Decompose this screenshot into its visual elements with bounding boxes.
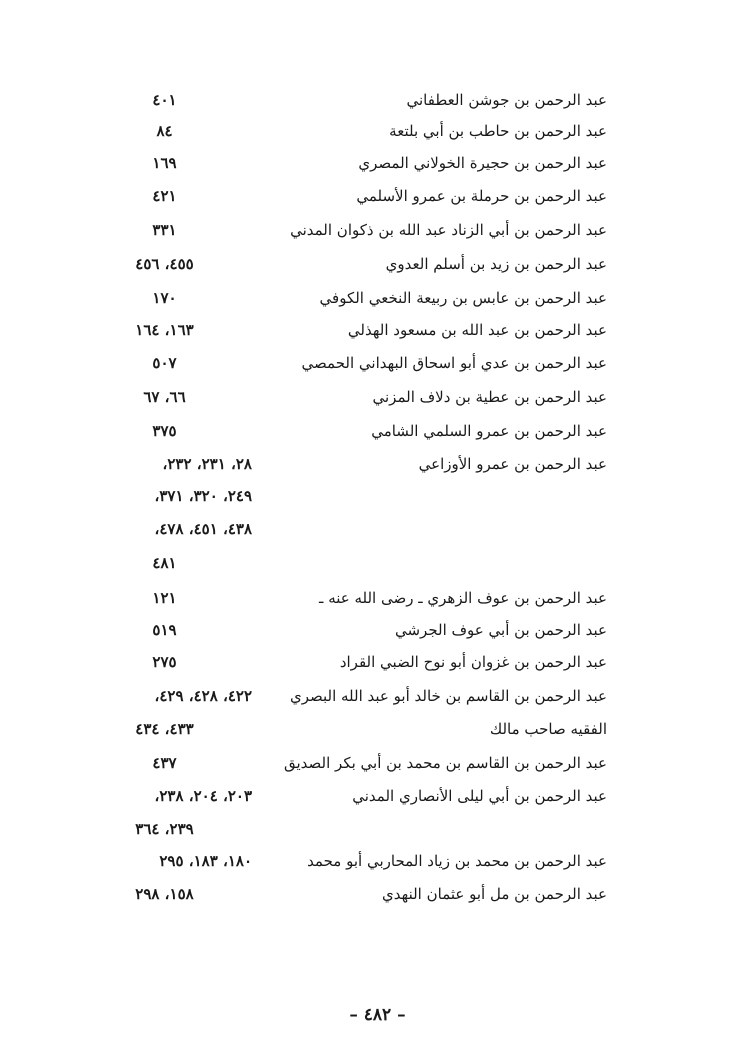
entry-pages: ٢٧٥	[152, 653, 177, 671]
index-entry	[0, 381, 755, 413]
entry-name: عبد الرحمن بن جوشن العطفاني	[406, 91, 607, 109]
entry-pages: ٢٨، ٢٣١، ٢٣٢،	[162, 455, 252, 473]
entry-pages: ٨٤	[156, 122, 173, 140]
entry-name: عبد الرحمن بن مل أبو عثمان النهدي	[382, 885, 607, 903]
entry-pages: ٤٨١	[152, 554, 177, 572]
entry-pages: ١٦٣، ١٦٤	[135, 321, 194, 339]
entry-name: عبد الرحمن بن عطية بن دلاف المزني	[372, 388, 607, 406]
index-entry	[0, 582, 755, 614]
entry-name: عبد الرحمن بن أبي عوف الجرشي	[394, 621, 607, 639]
entry-pages: ١٧٠	[152, 289, 177, 307]
entry-name: عبد الرحمن بن زيد بن أسلم العدوي	[385, 255, 607, 273]
entry-pages: ٤٠١	[152, 91, 177, 109]
index-entry	[0, 248, 755, 280]
entry-pages: ٥١٩	[152, 621, 177, 639]
entry-pages: ٤٣٣، ٤٣٤	[135, 720, 194, 738]
entry-pages: ٤٣٧	[152, 754, 177, 772]
entry-name: عبد الرحمن بن غزوان أبو نوح الضبي القراد	[339, 653, 607, 671]
entry-name: عبد الرحمن بن القاسم بن محمد بن أبي بكر الصديق	[283, 754, 607, 772]
entry-pages: ٤٥٥، ٤٥٦	[135, 255, 194, 273]
index-entry	[0, 180, 755, 212]
index-entry	[0, 646, 755, 678]
index-entry	[0, 780, 755, 812]
entry-name: عبد الرحمن بن حاطب بن أبي بلتعة	[389, 122, 607, 140]
entry-pages: ٦٦، ٦٧	[143, 388, 186, 406]
index-entry	[0, 878, 755, 910]
entry-name: عبد الرحمن بن أبي الزناد عبد الله بن ذكوان المدني	[290, 221, 607, 239]
entry-pages: ١٦٩	[152, 154, 177, 172]
entry-name: عبد الرحمن بن عمرو السلمي الشامي	[371, 422, 607, 440]
entry-name: عبد الرحمن بن أبي ليلى الأنصاري المدني	[352, 787, 607, 805]
entry-name: عبد الرحمن بن محمد بن زياد المحاربي أبو محمد	[307, 852, 607, 870]
entry-name: عبد الرحمن بن عبد الله بن مسعود الهذلي	[347, 321, 607, 339]
entry-pages: ١٥٨، ٢٩٨	[135, 885, 194, 903]
index-entry-continuation	[0, 813, 755, 845]
index-entry-continuation	[0, 513, 755, 545]
entry-name: عبد الرحمن بن عمرو الأوزاعي	[418, 455, 607, 473]
index-entry	[0, 115, 755, 147]
index-entry	[0, 747, 755, 779]
entry-pages: ٤٣٨، ٤٥١، ٤٧٨،	[154, 520, 252, 538]
index-entry	[0, 448, 755, 480]
entry-pages: ٤٢٢، ٤٢٨، ٤٢٩،	[154, 687, 252, 705]
entry-pages: ٢٤٩، ٣٢٠، ٣٧١،	[154, 487, 252, 505]
index-entry	[0, 214, 755, 246]
entry-pages: ٢٣٩، ٣٦٤	[135, 820, 194, 838]
entry-pages: ٣٣١	[152, 221, 177, 239]
entry-pages: ٥٠٧	[152, 354, 177, 372]
index-entry	[0, 347, 755, 379]
index-entry-continuation	[0, 480, 755, 512]
page-number: – ٤٨٢ –	[349, 1005, 406, 1025]
index-entry	[0, 282, 755, 314]
entry-name: عبد الرحمن بن حرملة بن عمرو الأسلمي	[356, 187, 607, 205]
entry-name: عبد الرحمن بن عوف الزهري ـ رضى الله عنه ـ	[319, 589, 607, 607]
entry-name: عبد الرحمن بن عابس بن ربيعة النخعي الكوفي	[319, 289, 607, 307]
entry-name: عبد الرحمن بن عدي أبو اسحاق البهداني الحمصي	[301, 354, 607, 372]
index-entry	[0, 415, 755, 447]
entry-pages: ٢٠٣، ٢٠٤، ٢٣٨،	[154, 787, 252, 805]
index-entry	[0, 614, 755, 646]
entry-name: عبد الرحمن بن القاسم بن خالد أبو عبد الله البصري	[289, 687, 607, 705]
entry-pages: ١٢١	[152, 589, 177, 607]
entry-name: الفقيه صاحب مالك	[489, 720, 607, 738]
index-entry	[0, 713, 755, 745]
index-entry	[0, 84, 755, 116]
index-entry-continuation	[0, 547, 755, 579]
index-entry	[0, 147, 755, 179]
index-entry	[0, 680, 755, 712]
entry-pages: ٣٧٥	[152, 422, 177, 440]
index-entry	[0, 845, 755, 877]
entry-name: عبد الرحمن بن حجيرة الخولاني المصري	[358, 154, 607, 172]
entry-pages: ٤٢١	[152, 187, 177, 205]
index-entry	[0, 314, 755, 346]
entry-pages: ١٨٠، ١٨٣، ٢٩٥	[159, 852, 252, 870]
